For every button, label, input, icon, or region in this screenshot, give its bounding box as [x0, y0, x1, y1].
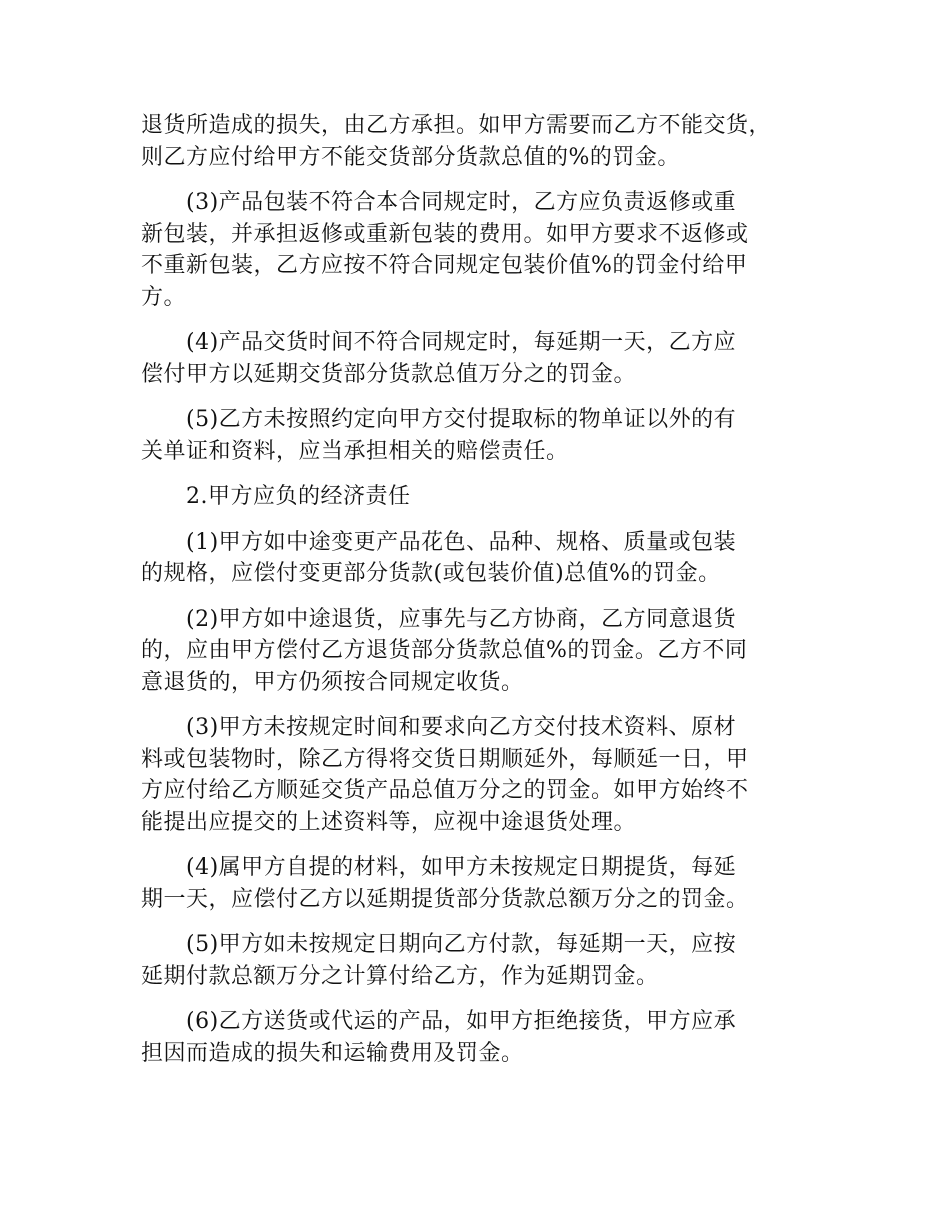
paragraph-line: 偿付甲方以延期交货部分货款总值万分之的罚金。: [141, 361, 637, 387]
paragraph: [141, 1006, 811, 1069]
document-body: [141, 110, 811, 1083]
paragraph-line: 方应付给乙方顺延交货产品总值万分之的罚金。如甲方始终不: [141, 778, 749, 803]
paragraph: [141, 712, 811, 838]
paragraph-line: 的，应由甲方偿付乙方退货部分货款总值%的罚金。乙方不同: [141, 638, 748, 663]
paragraph-line: 则乙方应付给甲方不能交货部分货款总值的%的罚金。: [141, 144, 680, 170]
paragraph-line: 能提出应提交的上述资料等，应视中途退货处理。: [141, 809, 637, 835]
paragraph: [141, 327, 811, 390]
paragraph-line: (1)甲方如中途变更产品花色、品种、规格、质量或包装: [186, 529, 737, 555]
paragraph-line: 方。: [141, 284, 187, 310]
paragraph-line: (2)甲方如中途退货，应事先与乙方协商，乙方同意退货: [186, 606, 737, 632]
paragraph: [141, 187, 811, 313]
paragraph-line: 关单证和资料，应当承担相关的赔偿责任。: [141, 438, 569, 464]
paragraph-line: 意退货的，甲方仍须按合同规定收货。: [141, 669, 524, 695]
paragraph: [141, 604, 811, 699]
paragraph-line: (3)甲方未按规定时间和要求向乙方交付技术资料、原材: [186, 715, 737, 740]
paragraph-line: (4)产品交货时间不符合同规定时，每延期一天，乙方应: [186, 330, 737, 355]
paragraph-line: 期一天，应偿付乙方以延期提货部分货款总额万分之的罚金。: [141, 886, 749, 912]
paragraph-line: (6)乙方送货或代运的产品，如甲方拒绝接货，甲方应承: [186, 1009, 737, 1034]
paragraph-line: 延期付款总额万分之计算付给乙方，作为延期罚金。: [141, 963, 659, 989]
paragraph: [141, 527, 811, 590]
paragraph-line: 的规格，应偿付变更部分货款(或包装价值)总值%的罚金。: [141, 561, 721, 586]
paragraph: [141, 929, 811, 992]
paragraph: [141, 404, 811, 467]
paragraph: [141, 481, 811, 513]
paragraph: [141, 852, 811, 915]
paragraph-line: 退货所造成的损失，由乙方承担。如甲方需要而乙方不能交货，: [141, 113, 772, 138]
paragraph-line: (3)产品包装不符合本合同规定时，乙方应负责返修或重: [186, 190, 737, 215]
paragraph: [141, 110, 811, 173]
paragraph-line: 不重新包装，乙方应按不符合同规定包装价值%的罚金付给甲: [141, 253, 748, 278]
paragraph-line: 2.甲方应负的经济责任: [186, 484, 411, 509]
paragraph-line: 料或包装物时，除乙方得将交货日期顺延外，每顺延一日，甲: [141, 746, 749, 772]
paragraph-line: (5)甲方如未按规定日期向乙方付款，每延期一天，应按: [186, 932, 737, 957]
paragraph-line: 新包装，并承担返修或重新包装的费用。如甲方要求不返修或: [141, 221, 749, 247]
paragraph-line: 担因而造成的损失和运输费用及罚金。: [141, 1040, 524, 1066]
paragraph-line: (5)乙方未按照约定向甲方交付提取标的物单证以外的有: [186, 407, 737, 432]
paragraph-line: (4)属甲方自提的材料，如甲方未按规定日期提货，每延: [186, 855, 737, 880]
